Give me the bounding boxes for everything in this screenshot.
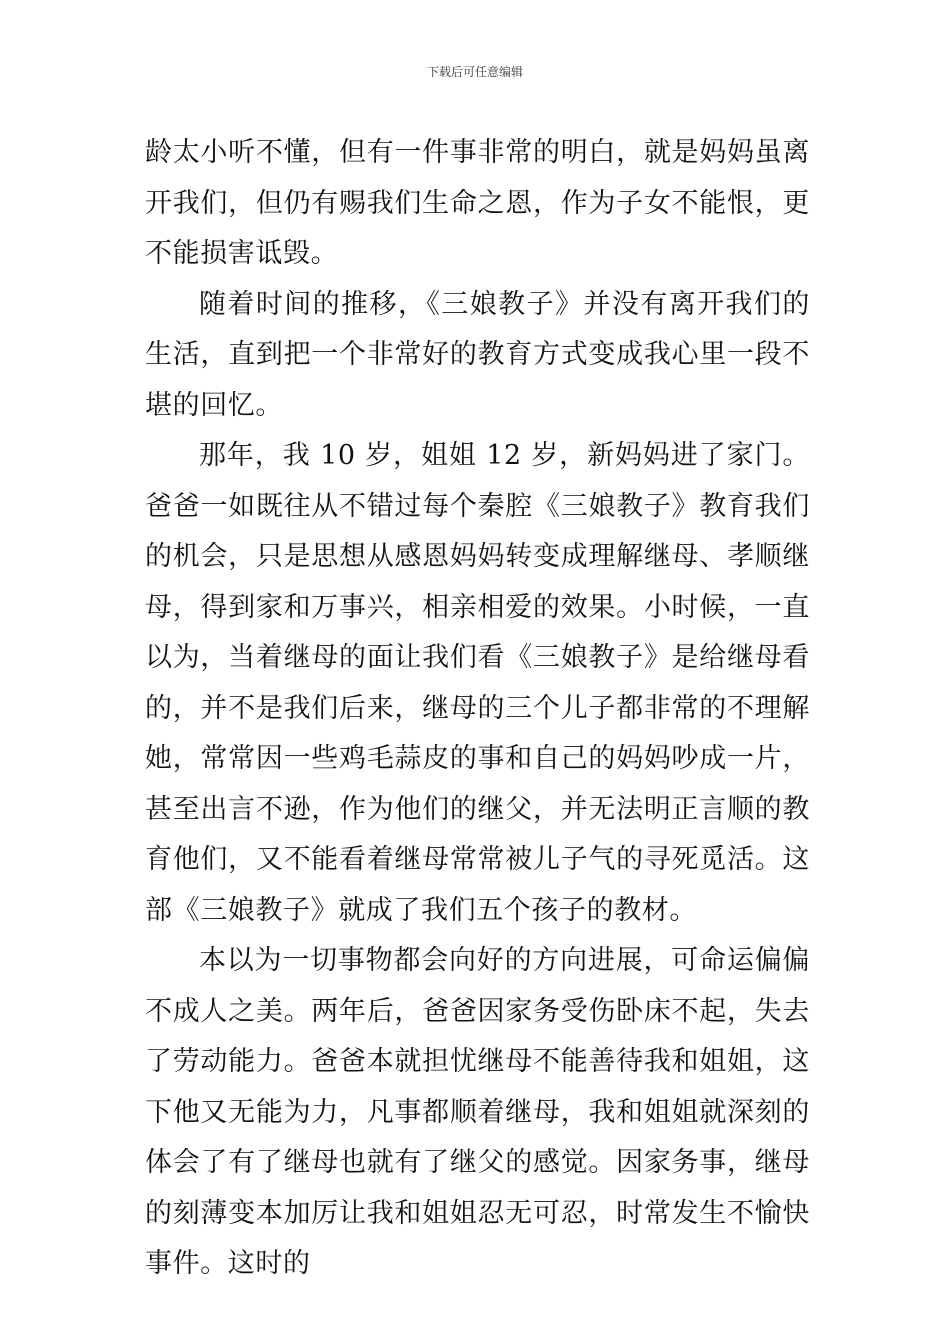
paragraph-2: 随着时间的推移，《三娘教子》并没有离开我们的生活，直到把一个非常好的教育方式变成我心里一段不堪的回忆。 [145,288,810,421]
paragraph-4: 本以为一切事物都会向好的方向进展，可命运偏偏不成人之美。两年后，爸爸因家务受伤卧床不起，失去了劳动能力。爸爸本就担忧继母不能善待我和姐姐，这下他又无能为力，凡事都顺着继母，我和姐姐就深刻的体会了有了继母也就有了继父的感觉。因家务事，继母的刻薄变本加厉让我和姐姐忍无可忍，时常发生不愉快事件。这时的 [145,945,810,1279]
page-header: 下载后可任意编辑 [426,65,523,79]
paragraph-3: 那年，我 10 岁，姐姐 12 岁，新妈妈进了家门。爸爸一如既往从不错过每个秦腔《三娘教子》教育我们的机会，只是思想从感恩妈妈转变成理解继母、孝顺继母，得到家和万事兴，相亲相爱的效果。小时候，一直以为，当着继母的面让我们看《三娘教子》是给继母看的，并不是我们后来，继母的三个儿子都非常的不理解她，常常因一些鸡毛蒜皮的事和自己的妈妈吵成一片，甚至出言不逊，作为他们的继父，并无法明正言顺的教育他们，又不能看着继母常常被儿子气的寻死觅活。这部《三娘教子》就成了我们五个孩子的教材。 [145,440,810,926]
paragraph-1: 龄太小听不懂，但有一件事非常的明白，就是妈妈虽离开我们，但仍有赐我们生命之恩，作为子女不能恨，更不能损害诋毁。 [145,137,810,269]
body-text [145,128,810,1290]
